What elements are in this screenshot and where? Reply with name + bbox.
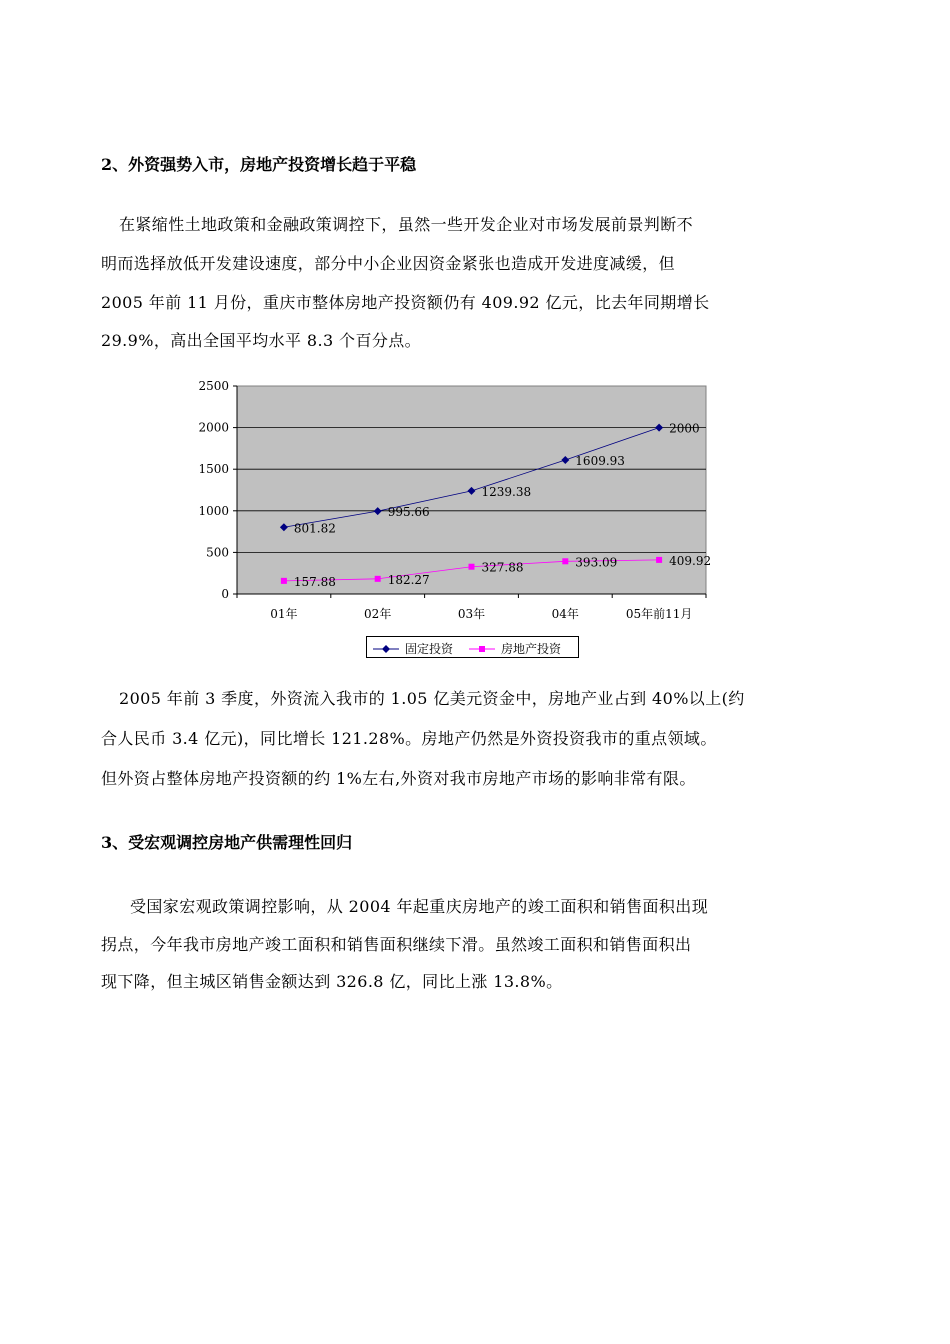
data-label: 157.88 xyxy=(293,574,336,589)
text-line: 现下降，但主城区销售金额达到 326.8 亿，同比上涨 13.8%。 xyxy=(101,972,563,991)
chart-canvas xyxy=(190,375,730,665)
chart-legend xyxy=(366,636,579,658)
data-label: 409.92 xyxy=(669,553,712,568)
legend-label: 房地产投资 xyxy=(501,642,562,656)
text-line: 但外资占整体房地产投资额的约 1%左右,外资对我市房地产市场的影响非常有限。 xyxy=(101,769,696,788)
text-line: 合人民币 3.4 亿元)，同比增长 121.28%。房地产仍然是外资投资我市的重点领域。 xyxy=(101,729,717,748)
legend-diamond-icon xyxy=(371,641,401,657)
y-tick-label: 2500 xyxy=(198,379,229,393)
data-point-square xyxy=(656,557,662,563)
x-tick-label: 02年 xyxy=(364,607,392,621)
text-line: 拐点，今年我市房地产竣工面积和销售面积继续下滑。虽然竣工面积和销售面积出 xyxy=(101,935,692,954)
data-label: 2000 xyxy=(669,421,700,436)
text-line: 受国家宏观政策调控影响，从 2004 年起重庆房地产的竣工面积和销售面积出现 xyxy=(130,897,709,916)
y-tick-label: 2000 xyxy=(198,420,229,435)
data-point-square xyxy=(562,558,568,564)
text-line: 明而选择放低开发建设速度，部分中小企业因资金紧张也造成开发进度减缓，但 xyxy=(101,254,676,273)
y-tick-label: 1000 xyxy=(198,503,229,518)
investment-line-chart xyxy=(190,375,730,665)
text-line: 在紧缩性土地政策和金融政策调控下，虽然一些开发企业对市场发展前景判断不 xyxy=(119,215,694,234)
data-point-square xyxy=(375,576,381,582)
data-label: 393.09 xyxy=(575,555,618,570)
legend-label: 固定投资 xyxy=(405,642,454,656)
legend-square-icon xyxy=(467,641,497,657)
text-line: 29.9%，高出全国平均水平 8.3 个百分点。 xyxy=(101,331,422,350)
data-label: 995.66 xyxy=(387,505,430,520)
x-tick-label: 05年前11月 xyxy=(625,607,693,621)
data-label: 1239.38 xyxy=(481,484,532,499)
x-tick-label: 03年 xyxy=(457,607,486,621)
section2-heading: 2、外资强势入市，房地产投资增长趋于平稳 xyxy=(101,155,417,174)
y-tick-label: 0 xyxy=(221,587,229,601)
data-label: 182.27 xyxy=(387,572,430,587)
data-label: 327.88 xyxy=(481,560,524,575)
y-tick-label: 1500 xyxy=(198,462,229,477)
data-point-square xyxy=(469,564,475,570)
data-label: 801.82 xyxy=(293,521,336,536)
text-line: 2005 年前 3 季度，外资流入我市的 1.05 亿美元资金中，房地产业占到 40%以上(约 xyxy=(119,689,745,708)
data-label: 1609.93 xyxy=(575,454,625,469)
section3-heading: 3、受宏观调控房地产供需理性回归 xyxy=(101,833,353,852)
x-tick-label: 04年 xyxy=(551,607,579,621)
data-point-square xyxy=(281,578,287,584)
text-line: 2005 年前 11 月份，重庆市整体房地产投资额仍有 409.92 亿元，比去年同期增长 xyxy=(101,293,710,312)
x-tick-label: 01年 xyxy=(270,607,298,621)
y-tick-label: 500 xyxy=(206,545,229,560)
